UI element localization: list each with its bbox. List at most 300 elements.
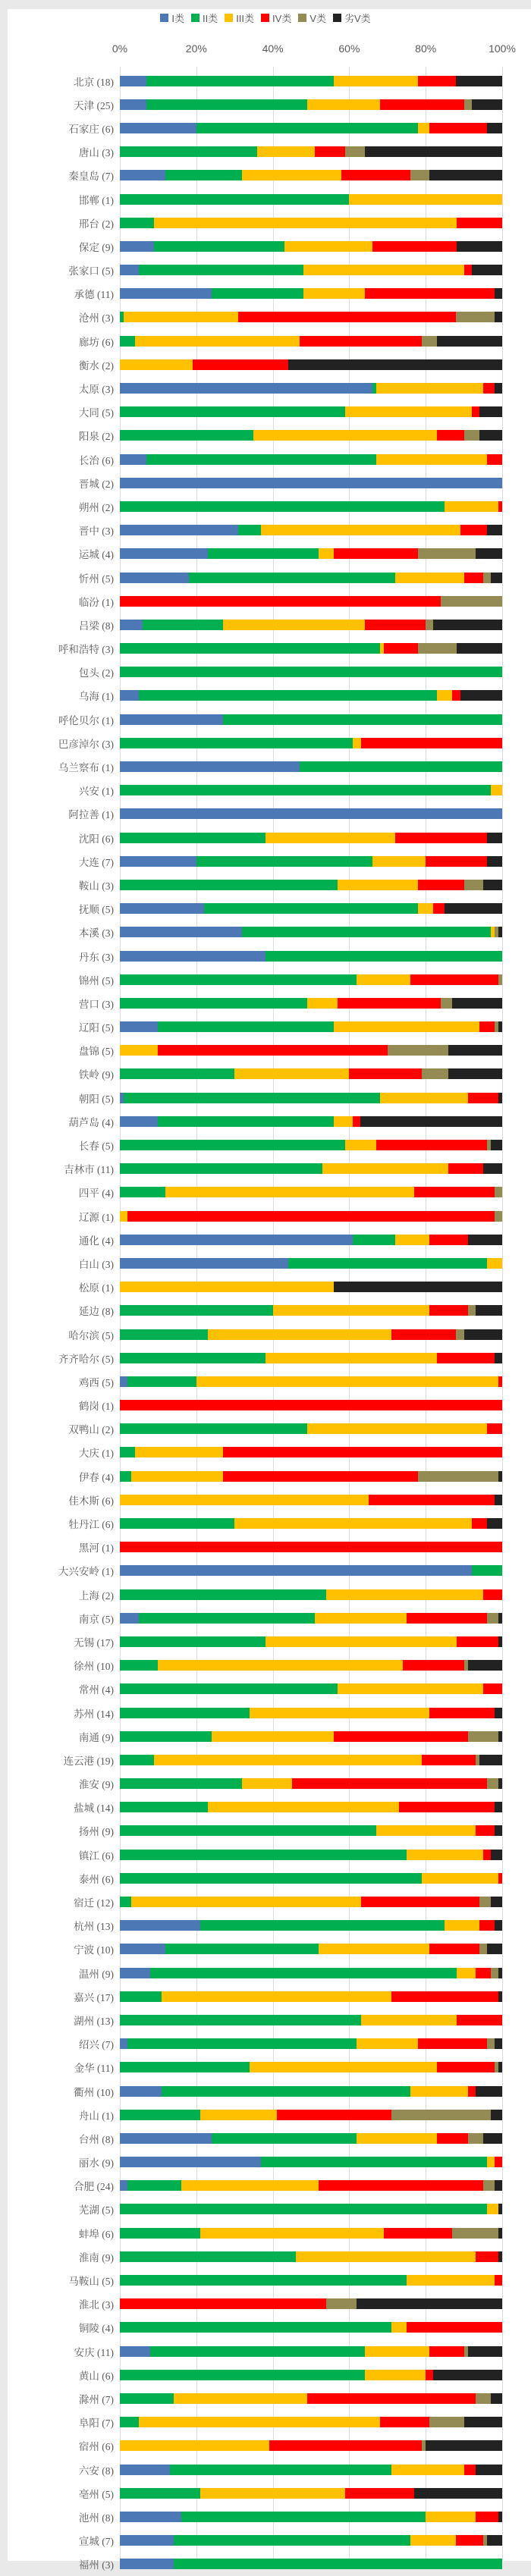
bar-segment-II类	[120, 1897, 131, 1907]
chart-row-徐州	[0, 1654, 531, 1677]
bar-segment-IV类	[426, 856, 487, 867]
bar-segment-劣V类	[468, 1660, 502, 1671]
bar-segment-III类	[250, 2062, 437, 2072]
row-label: 福州 (3)	[78, 2559, 114, 2571]
chart-row-上海	[0, 1583, 531, 1606]
row-label: 盘锦 (5)	[78, 1046, 114, 1058]
bar-segment-IV类	[498, 1873, 502, 1884]
chart-row-本溪	[0, 921, 531, 944]
bar-segment-II类	[120, 1423, 307, 1434]
stacked-bar	[120, 951, 502, 962]
bar-segment-III类	[345, 406, 471, 417]
chart-row-宁波	[0, 1937, 531, 1961]
row-label: 无锡 (17)	[74, 1636, 114, 1649]
bar-segment-IV类	[457, 218, 502, 228]
bar-segment-IV类	[457, 1636, 498, 1647]
chart-row-鹤岗	[0, 1394, 531, 1417]
bar-segment-III类	[154, 1755, 422, 1765]
stacked-bar	[120, 383, 502, 394]
bar-segment-IV类	[418, 2038, 487, 2049]
bar-segment-IV类	[418, 76, 456, 86]
bar-segment-III类	[212, 1731, 334, 1742]
bar-segment-IV类	[307, 2393, 476, 2404]
bar-segment-III类	[266, 833, 395, 843]
bar-segment-II类	[120, 194, 349, 205]
stacked-bar	[120, 1235, 502, 1245]
bar-segment-III类	[334, 76, 418, 86]
stacked-bar	[120, 1068, 502, 1079]
bar-segment-II类	[120, 2393, 174, 2404]
chart-row-滁州	[0, 2386, 531, 2410]
row-label: 南通 (9)	[78, 1731, 114, 1743]
bar-segment-III类	[124, 312, 238, 322]
stacked-bar	[120, 974, 502, 985]
chart-row-无锡	[0, 1630, 531, 1653]
bar-segment-III类	[445, 501, 498, 512]
bar-segment-劣V类	[487, 1944, 502, 1954]
bar-segment-II类	[200, 1920, 445, 1931]
row-label: 淮北 (3)	[78, 2299, 114, 2311]
legend-swatch-icon	[160, 14, 168, 22]
bar-segment-II类	[120, 2370, 365, 2380]
stacked-bar	[120, 2559, 502, 2569]
row-label: 盐城 (14)	[74, 1803, 114, 1815]
bar-segment-II类	[120, 1683, 338, 1694]
stacked-bar	[120, 430, 502, 441]
row-label: 齐齐哈尔 (5)	[58, 1353, 114, 1365]
stacked-bar	[120, 1471, 502, 1482]
bar-segment-V类	[483, 573, 491, 583]
chart-row-伊春	[0, 1464, 531, 1488]
bar-segment-II类	[120, 974, 357, 985]
bar-segment-I类	[120, 525, 238, 535]
bar-segment-V类	[456, 1329, 463, 1340]
chart-row-六安	[0, 2458, 531, 2481]
bar-segment-III类	[158, 1660, 403, 1671]
bar-segment-V类	[464, 99, 472, 110]
stacked-bar	[120, 1944, 502, 1954]
row-label: 嘉兴 (17)	[74, 1991, 114, 2003]
bar-segment-III类	[273, 1305, 430, 1316]
chart-legend	[0, 11, 531, 25]
bar-segment-II类	[158, 1021, 334, 1032]
bar-segment-V类	[456, 312, 494, 322]
row-label: 上海 (2)	[78, 1589, 114, 1602]
bar-segment-IV类	[319, 2180, 483, 2191]
stacked-bar	[120, 1802, 502, 1812]
chart-row-淮北	[0, 2292, 531, 2316]
bar-segment-II类	[120, 146, 257, 157]
stacked-bar	[120, 2370, 502, 2380]
stacked-bar	[120, 1968, 502, 1978]
stacked-bar	[120, 1163, 502, 1174]
bar-segment-III类	[174, 2393, 307, 2404]
chart-row-蚌埠	[0, 2221, 531, 2245]
bar-segment-II类	[162, 2086, 410, 2097]
bar-segment-V类	[464, 430, 479, 441]
bar-segment-IV类	[376, 1140, 487, 1150]
stacked-bar	[120, 288, 502, 299]
bar-segment-I类	[120, 620, 143, 630]
bar-segment-劣V类	[445, 903, 502, 914]
bar-segment-II类	[288, 1258, 487, 1269]
bar-segment-IV类	[127, 1211, 495, 1222]
bar-segment-II类	[120, 1660, 158, 1671]
bar-segment-I类	[120, 123, 196, 133]
chart-row-牡丹江	[0, 1511, 531, 1535]
row-label: 杭州 (13)	[74, 1921, 114, 1933]
bar-segment-劣V类	[472, 99, 502, 110]
legend-label: I类	[171, 13, 184, 24]
row-label: 合肥 (24)	[74, 2181, 114, 2193]
bar-segment-IV类	[457, 2015, 502, 2025]
bar-segment-V类	[468, 1305, 476, 1316]
bar-segment-IV类	[223, 1471, 418, 1482]
bar-segment-II类	[120, 2251, 296, 2262]
bar-segment-II类	[165, 1944, 319, 1954]
bar-segment-IV类	[238, 312, 456, 322]
bar-segment-II类	[120, 1825, 376, 1836]
bar-segment-劣V类	[498, 2228, 502, 2239]
stacked-bar	[120, 1565, 502, 1576]
stacked-bar	[120, 1353, 502, 1363]
bar-segment-III类	[338, 880, 418, 890]
bar-segment-IV类	[120, 1400, 502, 1410]
row-label: 本溪 (3)	[78, 927, 114, 940]
bar-segment-I类	[120, 1235, 353, 1245]
row-label: 苏州 (14)	[74, 1708, 114, 1720]
stacked-bar	[120, 1825, 502, 1836]
stacked-bar	[120, 1282, 502, 1292]
row-label: 运城 (4)	[78, 549, 114, 561]
stacked-bar	[120, 2157, 502, 2167]
bar-segment-I类	[120, 1968, 150, 1978]
stacked-bar	[120, 1329, 502, 1340]
chart-row-福州	[0, 2552, 531, 2576]
bar-segment-劣V类	[487, 2535, 502, 2546]
chart-row-呼和浩特	[0, 637, 531, 660]
bar-segment-劣V类	[498, 1636, 502, 1647]
chart-row-通化	[0, 1228, 531, 1251]
x-axis-tick-label: 0%	[112, 42, 128, 55]
bar-segment-II类	[120, 1589, 326, 1600]
bar-segment-劣V类	[426, 2440, 502, 2451]
bar-segment-II类	[266, 951, 502, 962]
row-label: 哈尔滨 (5)	[68, 1329, 114, 1341]
stacked-bar	[120, 738, 502, 748]
legend-swatch-icon	[298, 14, 306, 22]
bar-segment-III类	[266, 1636, 457, 1647]
bar-segment-V类	[326, 2298, 357, 2309]
stacked-bar	[120, 1778, 502, 1789]
bar-segment-V类	[422, 1068, 448, 1079]
chart-row-大庆	[0, 1441, 531, 1464]
chart-row-淮安	[0, 1772, 531, 1796]
row-label: 呼伦贝尔 (1)	[58, 714, 114, 726]
row-label: 安庆 (11)	[74, 2346, 114, 2358]
bar-segment-II类	[120, 2062, 250, 2072]
bar-segment-III类	[407, 1850, 483, 1860]
bar-segment-III类	[261, 525, 460, 535]
bar-segment-IV类	[391, 1991, 498, 2002]
x-axis-tick-label: 40%	[262, 42, 284, 55]
bar-segment-劣V类	[468, 2346, 502, 2357]
bar-segment-II类	[124, 1093, 380, 1103]
bar-segment-I类	[120, 2038, 127, 2049]
bar-segment-IV类	[407, 1613, 487, 1624]
bar-segment-III类	[307, 99, 380, 110]
bar-segment-V类	[418, 548, 476, 559]
row-label: 六安 (8)	[78, 2465, 114, 2477]
bar-segment-III类	[391, 2322, 407, 2333]
bar-segment-V类	[491, 1968, 498, 1978]
bar-segment-IV类	[315, 146, 345, 157]
bar-segment-I类	[120, 1376, 127, 1387]
bar-segment-II类	[242, 927, 491, 937]
stacked-bar	[120, 1447, 502, 1457]
row-label: 营口 (3)	[78, 998, 114, 1010]
bar-segment-II类	[120, 785, 491, 795]
bar-segment-II类	[120, 2275, 407, 2286]
chart-row-秦皇岛	[0, 164, 531, 187]
row-label: 沧州 (3)	[78, 312, 114, 325]
bar-segment-II类	[120, 1991, 162, 2002]
stacked-bar	[120, 1708, 502, 1718]
row-label: 锦州 (5)	[78, 974, 114, 987]
chart-row-延边	[0, 1299, 531, 1323]
chart-row-丽水	[0, 2151, 531, 2174]
bar-segment-IV类	[476, 1825, 495, 1836]
chart-row-忻州	[0, 566, 531, 589]
chart-row-乌海	[0, 684, 531, 708]
row-label: 宿迁 (12)	[74, 1897, 114, 1909]
bar-segment-III类	[422, 1873, 498, 1884]
chart-row-泰州	[0, 1866, 531, 1890]
bar-segment-I类	[120, 808, 502, 819]
bar-segment-劣V类	[495, 312, 502, 322]
bar-segment-劣V类	[491, 1897, 502, 1907]
bar-segment-II类	[120, 643, 380, 654]
stacked-bar	[120, 714, 502, 725]
bar-segment-II类	[120, 1353, 266, 1363]
bar-segment-IV类	[380, 2417, 430, 2427]
stacked-bar	[120, 1021, 502, 1032]
bar-segment-IV类	[120, 1542, 502, 1552]
bar-segment-IV类	[476, 2512, 498, 2522]
bar-segment-III类	[376, 383, 483, 394]
bar-segment-III类	[120, 359, 193, 370]
bar-segment-I类	[120, 76, 146, 86]
bar-segment-II类	[300, 761, 502, 772]
bar-segment-III类	[426, 2512, 476, 2522]
stacked-bar	[120, 927, 502, 937]
bar-segment-V类	[476, 2393, 491, 2404]
chart-row-大连	[0, 849, 531, 873]
bar-segment-II类	[174, 2535, 410, 2546]
bar-segment-II类	[120, 880, 338, 890]
stacked-bar	[120, 2298, 502, 2309]
bar-segment-V类	[468, 2133, 483, 2144]
chart-row-大兴安岭	[0, 1559, 531, 1583]
bar-segment-劣V类	[476, 548, 502, 559]
bar-segment-IV类	[487, 1423, 502, 1434]
chart-row-铜陵	[0, 2316, 531, 2339]
bar-segment-I类	[120, 241, 154, 252]
chart-row-长治	[0, 447, 531, 471]
legend-swatch-icon	[261, 14, 269, 22]
row-label: 丽水 (9)	[78, 2157, 114, 2170]
bar-segment-II类	[120, 1305, 273, 1316]
bar-segment-III类	[410, 2535, 456, 2546]
chart-row-宿州	[0, 2434, 531, 2458]
bar-segment-IV类	[479, 1920, 495, 1931]
bar-segment-V类	[498, 974, 502, 985]
chart-row-石家庄	[0, 116, 531, 140]
row-label: 葫芦岛 (4)	[68, 1116, 114, 1128]
bar-segment-劣V类	[498, 1093, 502, 1103]
bar-segment-V类	[391, 2110, 491, 2120]
bar-segment-II类	[120, 1873, 422, 1884]
stacked-bar	[120, 1731, 502, 1742]
bar-segment-II类	[189, 573, 395, 583]
stacked-bar	[120, 2512, 502, 2522]
x-axis-tick-label: 80%	[415, 42, 437, 55]
bar-segment-II类	[208, 548, 319, 559]
legend-label: IV类	[272, 13, 292, 24]
bar-segment-II类	[139, 1613, 315, 1624]
chart-row-乌兰察布	[0, 755, 531, 778]
row-label: 铜陵 (4)	[78, 2323, 114, 2335]
row-label: 兴安 (1)	[78, 786, 114, 798]
chart-row-丹东	[0, 944, 531, 968]
bar-segment-劣V类	[433, 2370, 502, 2380]
bar-segment-II类	[196, 123, 418, 133]
bar-segment-III类	[242, 1778, 292, 1789]
bar-segment-劣V类	[483, 1163, 502, 1174]
chart-row-天津	[0, 93, 531, 116]
bar-segment-II类	[146, 454, 375, 465]
bar-segment-III类	[120, 2440, 269, 2451]
row-label: 朔州 (2)	[78, 501, 114, 513]
bar-segment-II类	[120, 2110, 200, 2120]
bar-segment-IV类	[345, 2488, 414, 2499]
row-label: 泰州 (6)	[78, 1873, 114, 1885]
bar-segment-II类	[212, 2133, 357, 2144]
chart-row-朔州	[0, 494, 531, 518]
stacked-bar	[120, 2417, 502, 2427]
bar-segment-III类	[296, 2251, 476, 2262]
bar-segment-III类	[135, 336, 300, 347]
bar-segment-I类	[120, 2180, 127, 2191]
bar-segment-IV类	[433, 903, 445, 914]
bar-segment-IV类	[464, 265, 472, 275]
bar-segment-IV类	[476, 1968, 491, 1978]
bar-segment-II类	[120, 1636, 266, 1647]
row-label: 廊坊 (6)	[78, 336, 114, 348]
bar-segment-II类	[120, 833, 266, 843]
chart-row-南通	[0, 1724, 531, 1748]
stacked-bar	[120, 1920, 502, 1931]
row-label: 晋中 (3)	[78, 526, 114, 538]
row-label: 宿州 (6)	[78, 2441, 114, 2453]
bar-segment-V类	[452, 2228, 498, 2239]
bar-segment-I类	[120, 2133, 212, 2144]
stacked-bar	[120, 1589, 502, 1600]
stacked-bar	[120, 2275, 502, 2286]
row-label: 长春 (5)	[78, 1141, 114, 1153]
bar-segment-IV类	[338, 998, 441, 1009]
bar-segment-II类	[120, 218, 154, 228]
legend-item-I类	[160, 11, 184, 25]
bar-segment-劣V类	[498, 1613, 502, 1624]
bar-segment-II类	[120, 1471, 131, 1482]
row-label: 石家庄 (6)	[68, 123, 114, 135]
row-label: 辽阳 (5)	[78, 1022, 114, 1034]
bar-segment-II类	[120, 1802, 208, 1812]
bar-segment-劣V类	[495, 383, 502, 394]
row-label: 包头 (2)	[78, 667, 114, 679]
bar-segment-I类	[120, 1116, 158, 1127]
chart-row-南京	[0, 1606, 531, 1630]
bar-segment-劣V类	[491, 2110, 502, 2120]
row-label: 晋城 (2)	[78, 478, 114, 490]
bar-segment-V类	[468, 1731, 498, 1742]
bar-segment-IV类	[365, 288, 495, 299]
bar-segment-V类	[418, 643, 456, 654]
row-label: 秦皇岛 (7)	[68, 171, 114, 183]
bar-segment-III类	[361, 2015, 457, 2025]
chart-row-晋中	[0, 519, 531, 542]
bar-segment-劣V类	[437, 336, 502, 347]
bar-segment-I类	[120, 2512, 181, 2522]
bar-segment-III类	[418, 903, 433, 914]
bar-segment-I类	[120, 573, 189, 583]
stacked-bar	[120, 2440, 502, 2451]
bar-segment-劣V类	[483, 2133, 502, 2144]
row-label: 四平 (4)	[78, 1188, 114, 1200]
stacked-bar	[120, 359, 502, 370]
bar-segment-劣V类	[479, 406, 502, 417]
bar-segment-I类	[120, 714, 223, 725]
row-label: 芜湖 (5)	[78, 2204, 114, 2217]
stacked-bar	[120, 1873, 502, 1884]
chart-row-双鸭山	[0, 1417, 531, 1441]
bar-segment-II类	[120, 2488, 200, 2499]
bar-segment-IV类	[498, 1376, 502, 1387]
row-label: 徐州 (10)	[74, 1661, 114, 1673]
bar-segment-III类	[391, 2465, 464, 2475]
bar-segment-劣V类	[472, 265, 502, 275]
x-axis-tick-label: 100%	[489, 42, 516, 55]
row-label: 台州 (8)	[78, 2133, 114, 2145]
stacked-bar	[120, 1991, 502, 2002]
chart-row-沈阳	[0, 826, 531, 849]
chart-row-临汾	[0, 589, 531, 613]
bar-segment-IV类	[429, 2346, 463, 2357]
bar-segment-III类	[120, 1495, 369, 1505]
bar-segment-III类	[250, 1708, 429, 1718]
bar-segment-I类	[120, 761, 300, 772]
bar-segment-III类	[365, 2370, 426, 2380]
stacked-bar	[120, 1400, 502, 1410]
stacked-bar	[120, 2133, 502, 2144]
bar-segment-IV类	[277, 2110, 391, 2120]
bar-segment-II类	[120, 1755, 154, 1765]
bar-segment-II类	[120, 501, 445, 512]
bar-segment-II类	[120, 2322, 391, 2333]
chart-row-哈尔滨	[0, 1323, 531, 1346]
bar-segment-IV类	[395, 833, 487, 843]
